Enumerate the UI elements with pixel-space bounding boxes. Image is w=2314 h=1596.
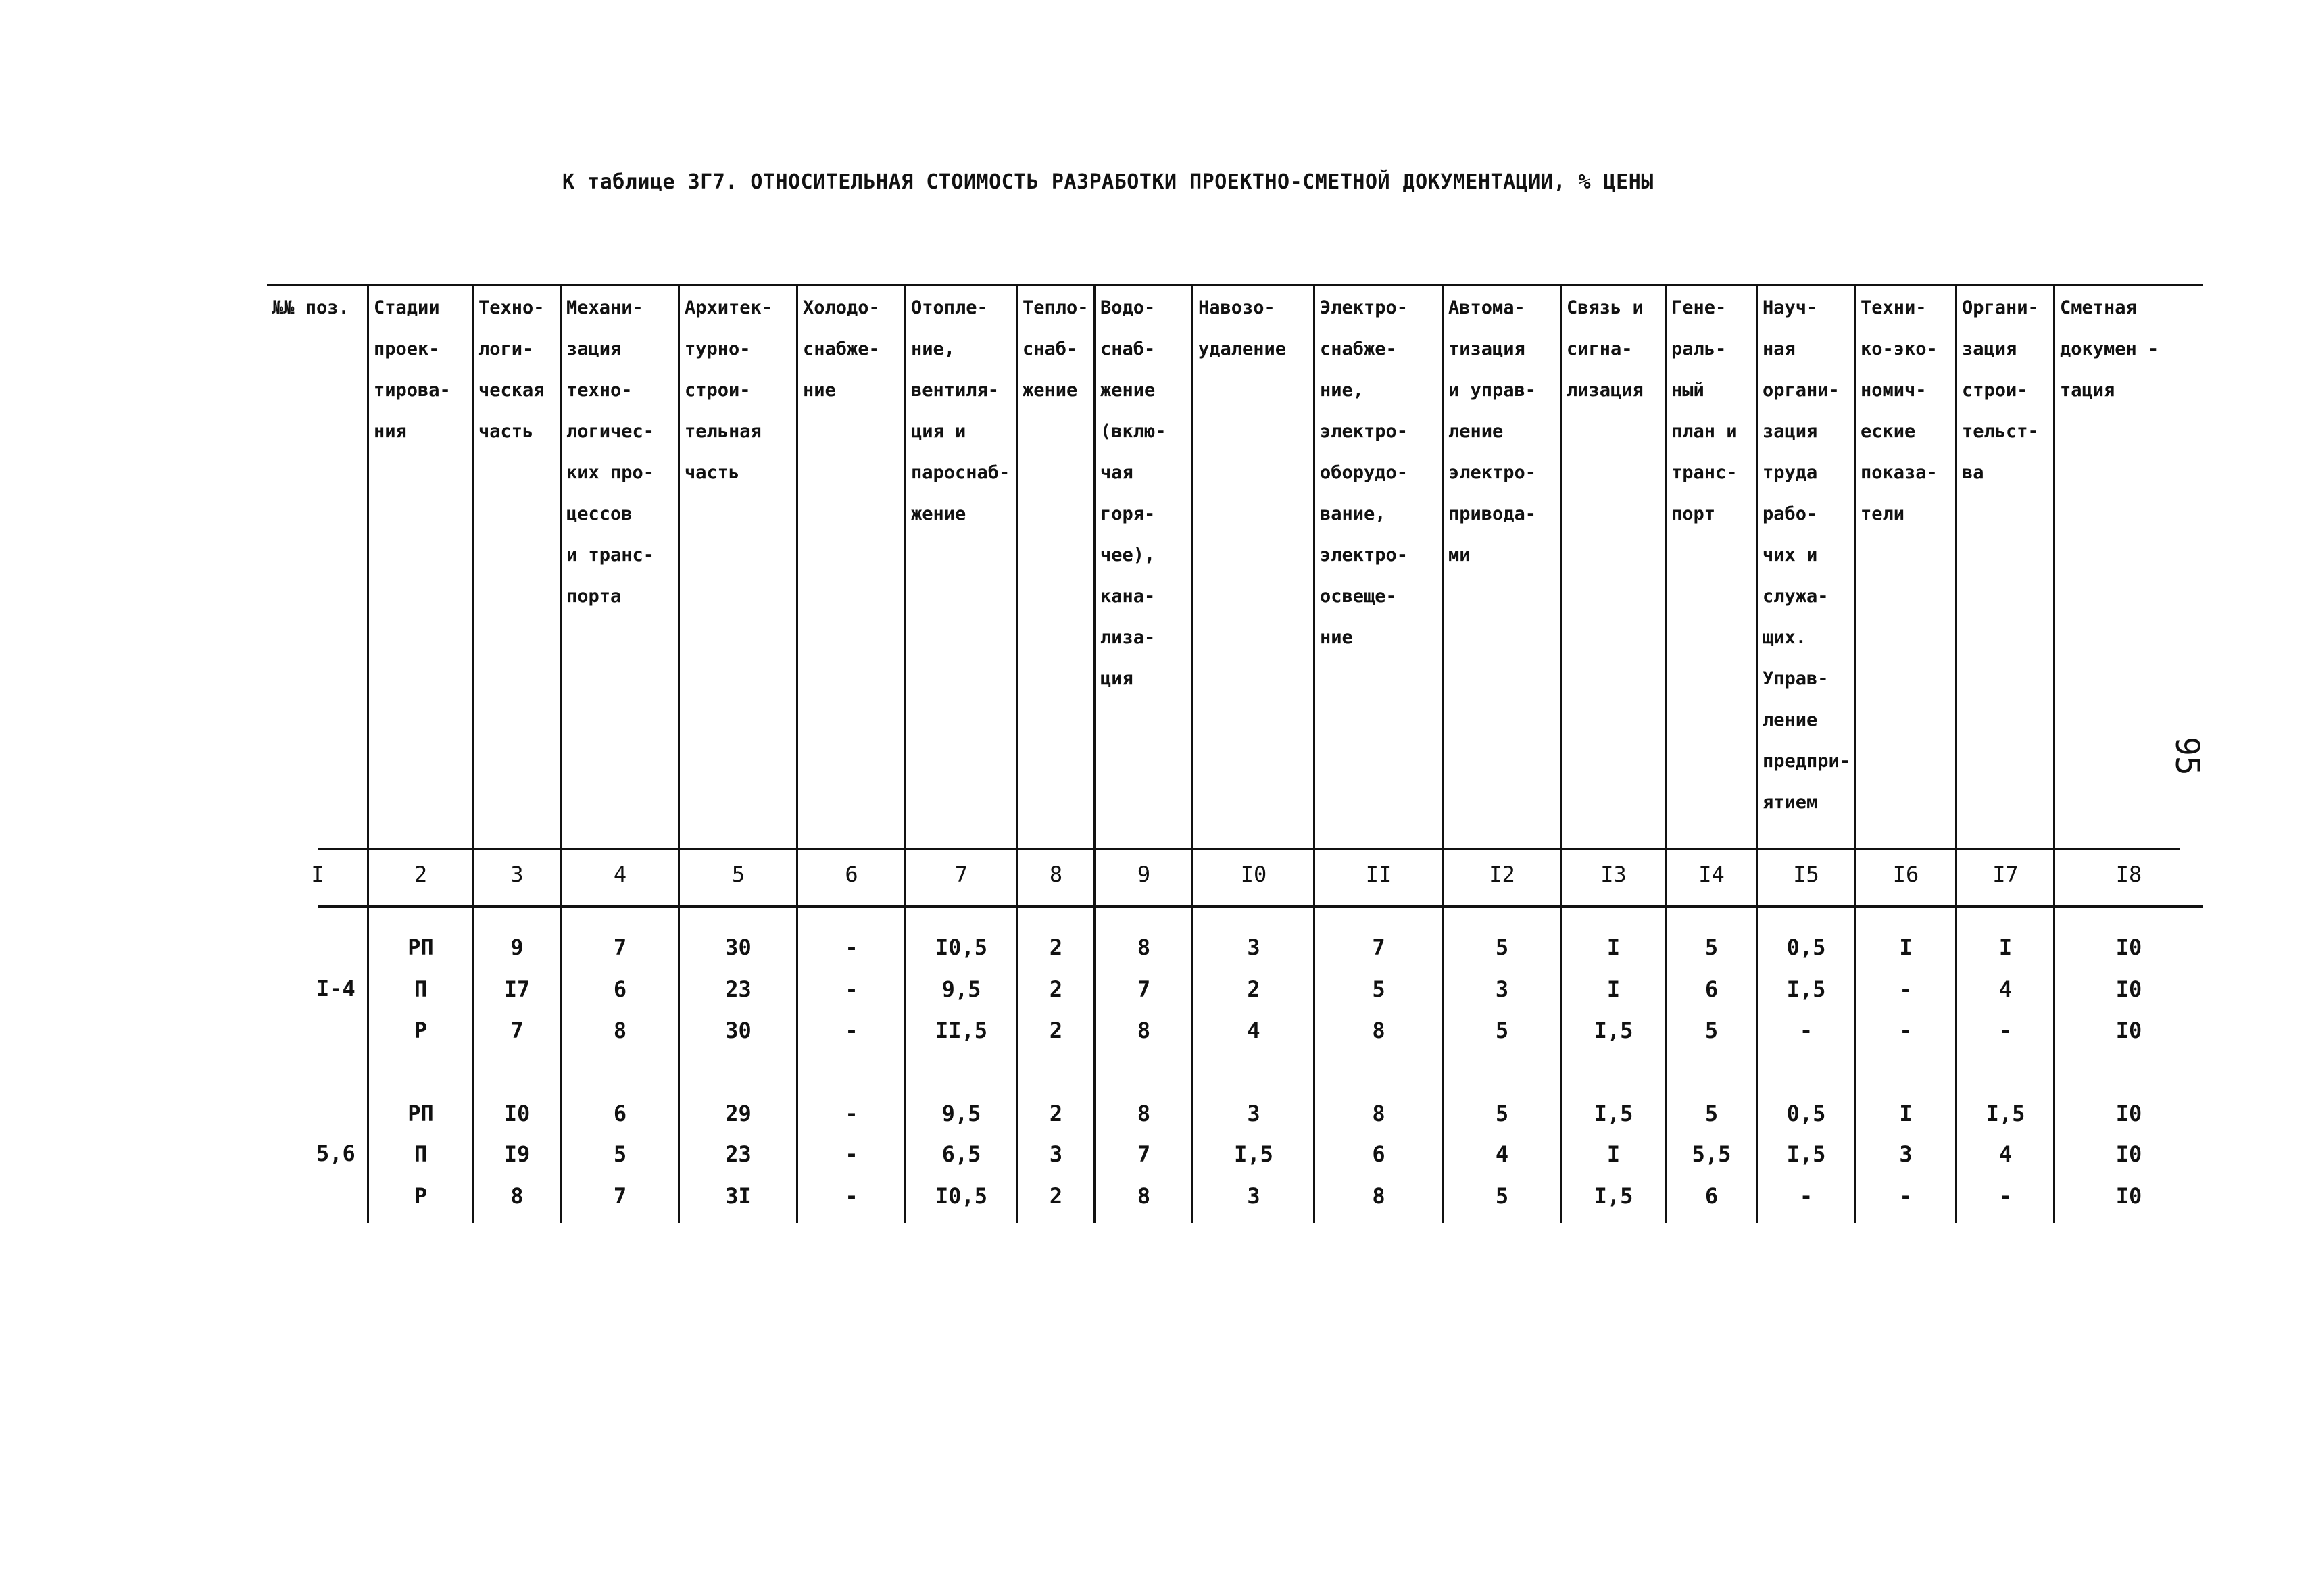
column-number: I5: [1793, 862, 1819, 887]
table-cell: 7: [1137, 976, 1151, 1002]
table-cell: Р: [414, 1018, 428, 1043]
table-cell: 2: [1049, 1018, 1063, 1043]
table-cell: 2: [1247, 976, 1260, 1002]
table-cell: 6: [613, 976, 627, 1002]
table-cell: 0,5: [1786, 934, 1826, 960]
column-number: II: [1365, 862, 1392, 887]
table-cell: 5: [1495, 1018, 1509, 1043]
table-cell: I0: [2115, 976, 2142, 1002]
table-cell: 5: [613, 1141, 627, 1167]
table-cell: 8: [1372, 1183, 1385, 1209]
table-cell: 9,5: [941, 1101, 981, 1126]
column-header: Холодо- снабже- ние: [803, 297, 880, 401]
table-cell: I: [1998, 934, 2013, 960]
page-number: 95: [2168, 737, 2206, 776]
column-divider: [796, 284, 798, 1223]
column-divider: [560, 284, 562, 1223]
table-cell: 30: [725, 934, 752, 960]
column-number: 9: [1137, 862, 1151, 887]
column-header: Навозо- удаление: [1198, 297, 1287, 359]
table-cell: -: [1799, 1183, 1813, 1209]
table-cell: -: [845, 1183, 858, 1209]
table-cell: -: [1998, 1183, 2013, 1209]
table-cell: 3: [1247, 1183, 1260, 1209]
table-cell: РП: [408, 934, 434, 960]
column-number: 7: [954, 862, 968, 887]
column-divider: [1756, 284, 1758, 1223]
column-header: Архитек- турно- строи- тельная часть: [685, 297, 773, 483]
table-cell: I0: [2115, 1101, 2142, 1126]
column-divider: [1093, 284, 1096, 1223]
column-header: Техно- логи- ческая часть: [478, 297, 545, 442]
table-cell: I,5: [1786, 1141, 1826, 1167]
column-number: I6: [1892, 862, 1919, 887]
table-cell: 5,5: [1692, 1141, 1731, 1167]
table-cell: 23: [725, 1141, 752, 1167]
table-cell: 7: [613, 1183, 627, 1209]
table-cell: 7: [1137, 1141, 1151, 1167]
table-cell: -: [1899, 1018, 1913, 1043]
table-cell: П: [414, 1141, 428, 1167]
table-cell: I: [1606, 1141, 1621, 1167]
table-cell: 8: [1137, 1101, 1151, 1126]
table-cell: 8: [1137, 1018, 1151, 1043]
column-divider: [1442, 284, 1444, 1223]
table-cell: -: [1899, 976, 1913, 1002]
column-header: Связь и сигна- лизация: [1567, 297, 1644, 401]
table-cell: 6,5: [941, 1141, 981, 1167]
table-cell: I7: [503, 976, 531, 1002]
table-cell: 2: [1049, 976, 1063, 1002]
table-cell: II,5: [935, 1018, 988, 1043]
table-cell: 30: [725, 1018, 752, 1043]
column-header: №№ поз.: [272, 297, 349, 318]
column-divider: [1313, 284, 1315, 1223]
column-divider: [472, 284, 474, 1223]
column-header: Механи- зация техно- логичес- ких про- цессов и транс- порта: [566, 297, 655, 607]
position-label: 5,6: [316, 1141, 355, 1166]
table-cell: I: [1606, 934, 1621, 960]
table-cell: -: [845, 1018, 858, 1043]
header-top-rule: [267, 284, 2203, 286]
column-header: Электро- снабже- ние, электро- оборудо- вание, электро- освеще- ние: [1320, 297, 1408, 648]
table-cell: 5: [1704, 1018, 1719, 1043]
column-header: Водо- снаб- жение (вклю- чая горя- чее), кана- лиза- ция: [1100, 297, 1166, 689]
table-cell: 9: [510, 934, 524, 960]
table-cell: 6: [613, 1101, 627, 1126]
column-divider: [367, 284, 369, 1223]
table-cell: 5: [1372, 976, 1385, 1002]
table-cell: 6: [1704, 976, 1719, 1002]
table-cell: -: [1899, 1183, 1913, 1209]
table-cell: 29: [725, 1101, 752, 1126]
column-divider: [2053, 284, 2055, 1223]
column-header: Техни- ко-эко- номич- еские показа- тели: [1861, 297, 1938, 524]
table-cell: П: [414, 976, 428, 1002]
column-number: I7: [1992, 862, 2019, 887]
table-cell: I0: [2115, 1018, 2142, 1043]
table-cell: I0: [2115, 934, 2142, 960]
table-cell: I: [1899, 1101, 1913, 1126]
column-header: Гене- раль- ный план и транс- порт: [1671, 297, 1738, 524]
table-cell: I0,5: [935, 1183, 988, 1209]
column-divider: [1560, 284, 1562, 1223]
table-cell: 8: [1372, 1101, 1385, 1126]
table-cell: 23: [725, 976, 752, 1002]
table-cell: 2: [1049, 934, 1063, 960]
column-number-top-rule: [318, 848, 2180, 850]
table-cell: 5: [1495, 934, 1509, 960]
table-cell: 5: [1495, 1101, 1509, 1126]
table-cell: 5: [1704, 1101, 1719, 1126]
table-cell: 3I: [725, 1183, 752, 1209]
table-cell: 7: [510, 1018, 524, 1043]
column-header: Тепло- снаб- жение: [1023, 297, 1089, 401]
column-number: 4: [613, 862, 627, 887]
table-cell: I0: [503, 1101, 531, 1126]
table-cell: 4: [1495, 1141, 1509, 1167]
table-cell: 7: [1372, 934, 1385, 960]
column-number: I: [311, 862, 324, 887]
column-number: 3: [510, 862, 524, 887]
column-header: Отопле- ние, вентиля- ция и пароснаб- жение: [911, 297, 1010, 524]
table-cell: I9: [503, 1141, 531, 1167]
table-cell: -: [845, 934, 858, 960]
column-number: I8: [2115, 862, 2142, 887]
column-header: Сметная докумен - тация: [2060, 297, 2159, 401]
table-cell: I,5: [1594, 1183, 1633, 1209]
table-cell: 6: [1372, 1141, 1385, 1167]
table-cell: 3: [1495, 976, 1509, 1002]
table-cell: I,5: [1594, 1101, 1633, 1126]
table-cell: 8: [1137, 934, 1151, 960]
table-cell: 4: [1998, 1141, 2013, 1167]
column-number: 6: [845, 862, 858, 887]
column-header: Стадии проек- тирова- ния: [374, 297, 451, 442]
table-cell: 8: [613, 1018, 627, 1043]
column-number: I3: [1600, 862, 1627, 887]
table-cell: -: [845, 1141, 858, 1167]
table-cell: 2: [1049, 1183, 1063, 1209]
position-label: I-4: [316, 976, 355, 1001]
table-cell: I0: [2115, 1141, 2142, 1167]
column-divider: [1955, 284, 1957, 1223]
table-cell: 7: [613, 934, 627, 960]
column-number: I2: [1489, 862, 1515, 887]
column-divider: [1665, 284, 1667, 1223]
column-divider: [678, 284, 680, 1223]
table-cell: I0,5: [935, 934, 988, 960]
column-number: 8: [1049, 862, 1063, 887]
table-cell: 3: [1049, 1141, 1063, 1167]
table-cell: I,5: [1234, 1141, 1273, 1167]
table-cell: 3: [1899, 1141, 1913, 1167]
column-number-bottom-rule: [318, 905, 2203, 908]
column-divider: [904, 284, 906, 1223]
table-cell: 8: [1137, 1183, 1151, 1209]
page-title: К таблице 3Г7. ОТНОСИТЕЛЬНАЯ СТОИМОСТЬ РАЗРАБОТКИ ПРОЕКТНО-СМЕТНОЙ ДОКУМЕНТАЦИИ, % ЦЕНЫ: [562, 170, 1654, 194]
table-cell: 2: [1049, 1101, 1063, 1126]
column-divider: [1191, 284, 1193, 1223]
table-cell: Р: [414, 1183, 428, 1209]
table-cell: 3: [1247, 934, 1260, 960]
table-cell: I,5: [1986, 1101, 2025, 1126]
table-cell: 8: [1372, 1018, 1385, 1043]
column-number: I0: [1240, 862, 1267, 887]
table-cell: 3: [1247, 1101, 1260, 1126]
table-cell: I,5: [1594, 1018, 1633, 1043]
table-cell: 5: [1495, 1183, 1509, 1209]
column-header: Органи- зация строи- тельст- ва: [1962, 297, 2039, 483]
column-header: Науч- ная органи- зация труда рабо- чих и служа- щих. Управ- ление предпри- ятием: [1763, 297, 1851, 813]
table-cell: -: [1998, 1018, 2013, 1043]
column-divider: [1854, 284, 1856, 1223]
table-cell: -: [1799, 1018, 1813, 1043]
column-header: Автома- тизация и управ- ление электро- привода- ми: [1448, 297, 1537, 566]
table-cell: I,5: [1786, 976, 1826, 1002]
table-cell: -: [845, 1101, 858, 1126]
table-cell: 9,5: [941, 976, 981, 1002]
column-number: 2: [414, 862, 428, 887]
table-cell: 0,5: [1786, 1101, 1826, 1126]
table-cell: 4: [1998, 976, 2013, 1002]
table-cell: РП: [408, 1101, 434, 1126]
table-cell: I: [1606, 976, 1621, 1002]
table-cell: 6: [1704, 1183, 1719, 1209]
table-cell: -: [845, 976, 858, 1002]
table-cell: 8: [510, 1183, 524, 1209]
column-divider: [1016, 284, 1018, 1223]
table-cell: 5: [1704, 934, 1719, 960]
table-cell: I: [1899, 934, 1913, 960]
table-cell: 4: [1247, 1018, 1260, 1043]
column-number: 5: [731, 862, 745, 887]
column-number: I4: [1698, 862, 1725, 887]
table-cell: I0: [2115, 1183, 2142, 1209]
